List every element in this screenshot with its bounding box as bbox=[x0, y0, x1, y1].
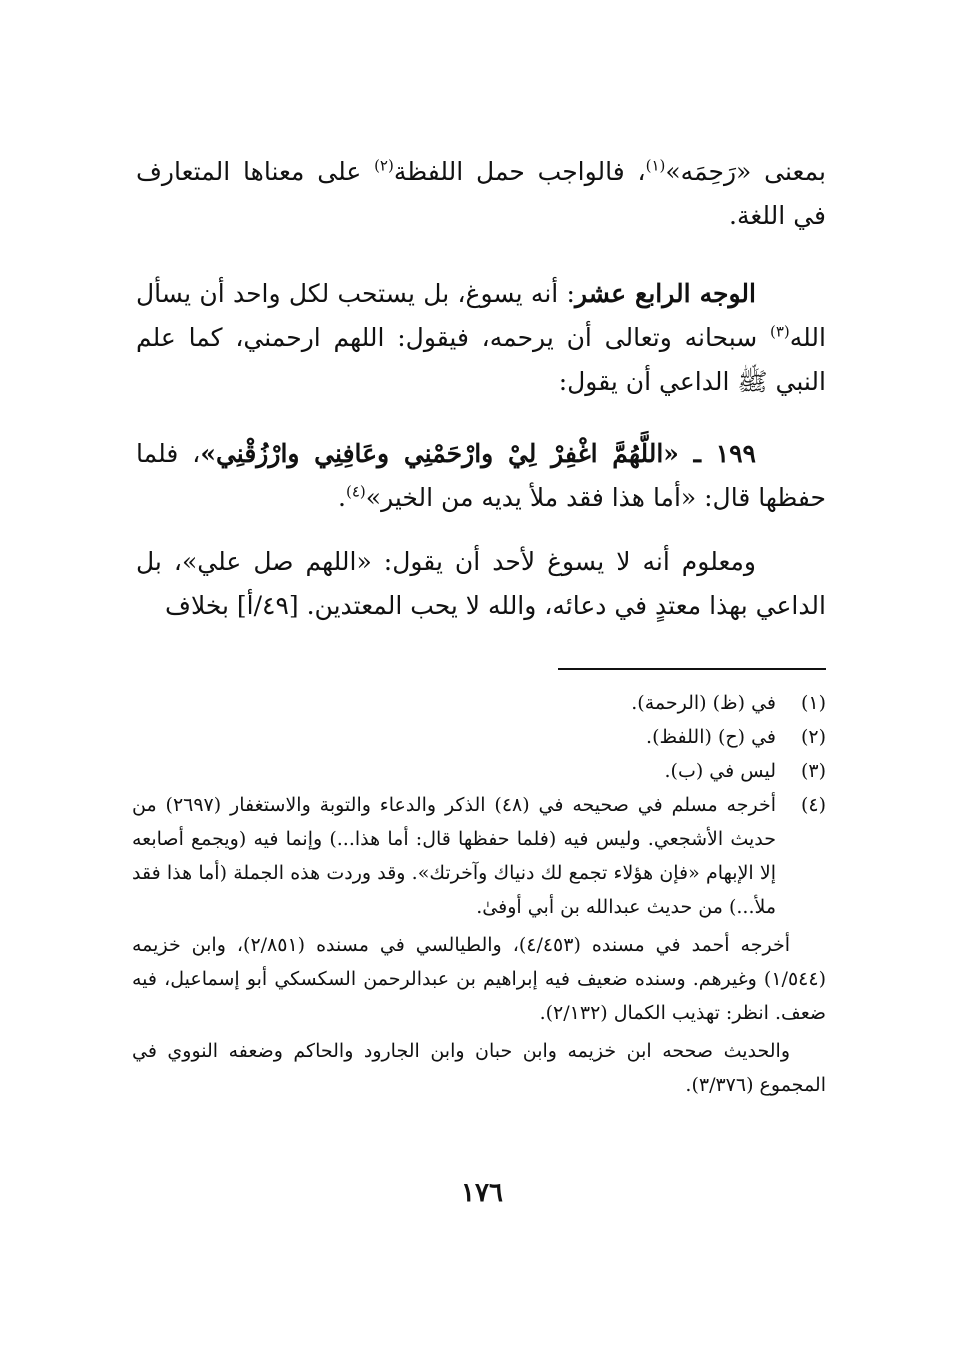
page-number: ١٧٦ bbox=[461, 1178, 503, 1208]
footnote-item bbox=[132, 686, 826, 720]
footnote-number: (١) bbox=[800, 692, 826, 714]
footnote-continuation bbox=[132, 928, 826, 1030]
footnote-item bbox=[132, 720, 826, 754]
paragraph-1 bbox=[136, 150, 826, 238]
section-heading: الوجه الرابع عشر bbox=[574, 279, 756, 308]
footnote-continuation-text: أخرجه أحمد في مسنده (٤/٤٥٣)، والطيالسي في مسنده (٢/٨٥١)، وابن خزيمه (١/٥٤٤) وغيرهم. وسنده ضعيف فيه إبراهيم بن عبدالرحمن السكسكي أبو إسماعيل، فيه ضعف. انظر: تهذيب الكمال (٢/١٣٢). bbox=[132, 934, 826, 1024]
footnote-ref-4: (٤) bbox=[346, 482, 366, 501]
footnote-separator bbox=[558, 668, 826, 670]
paragraph-1-text-c: على معناها المتعارف في اللغة. bbox=[136, 157, 826, 230]
footnote-continuation-text: والحديث صححه ابن خزيمه وابن حبان وابن الجارود والحاكم وضعفه النووي في المجموع (٣/٣٧٦). bbox=[132, 1040, 826, 1096]
paragraph-1-text-a: بمعنى «رَحِمَه» bbox=[665, 157, 826, 186]
footnote-number: (٤) bbox=[800, 794, 826, 816]
paragraph-1-text-b: ، فالواجب حمل اللفظة bbox=[393, 157, 646, 186]
footnote-text: ليس في (ب). bbox=[664, 760, 776, 782]
paragraph-2-text-a: : أنه يسوغ، بل يستحب لكل واحد أن يسأل الله bbox=[136, 279, 826, 352]
footnote-continuation bbox=[132, 1034, 826, 1102]
footnote-number: (٣) bbox=[800, 760, 826, 782]
footnote-number: (٢) bbox=[800, 726, 826, 748]
footnotes-section bbox=[132, 686, 826, 1102]
paragraph-2-text-b: سبحانه وتعالى أن يرحمه، فيقول: اللهم ارحمني، كما علم النبي ﷺ الداعي أن يقول: bbox=[136, 323, 826, 396]
footnote-text: أخرجه مسلم في صحيحه في (٤٨) الذكر والدعاء والتوبة والاستغفار (٢٦٩٧) من حديث الأشجعي. وليس فيه (فلما حفظها قال: أما هذا...) وإنما فيه (ويجمع أصابعه إلا الإبهام «فإن هؤلاء تجمع لك دنياك وآخرتك». وقد وردت هذه الجملة (أما هذا فقد ملأ...) من حديث عبدالله بن أبي أوفىٰ. bbox=[132, 794, 776, 918]
footnote-ref-3: (٣) bbox=[769, 322, 790, 341]
footnote-ref-2: (٢) bbox=[374, 156, 394, 175]
footnote-item bbox=[132, 754, 826, 788]
footnote-ref-1: (١) bbox=[645, 156, 666, 175]
paragraph-4-text: ومعلوم أنه لا يسوغ لأحد أن يقول: «اللهم صل علي»، بل الداعي بهذا معتدٍ في دعائه، والله لا يحب المعتدين. [٤٩/أ] بخلاف bbox=[136, 547, 826, 620]
paragraph-4 bbox=[136, 540, 826, 628]
paragraph-3-text-b: . bbox=[338, 483, 346, 512]
hadith-text: «اللَّهُمَّ اغْفِرْ لِيْ وارْحَمْنِي وعَافِنِي وارْزُقْنِي» bbox=[200, 439, 694, 468]
paragraph-2 bbox=[136, 272, 826, 404]
footnote-item bbox=[132, 788, 826, 924]
footnote-text: في (ح) (اللفظ). bbox=[646, 726, 776, 748]
footnote-text: في (ظ) (الرحمة). bbox=[631, 692, 776, 714]
paragraph-3 bbox=[136, 432, 826, 520]
hadith-number: ١٩٩ ـ bbox=[693, 439, 756, 468]
paragraph-3-text-a: ، فلما حفظها قال: «أما هذا فقد ملأ يديه من الخير» bbox=[136, 439, 826, 512]
